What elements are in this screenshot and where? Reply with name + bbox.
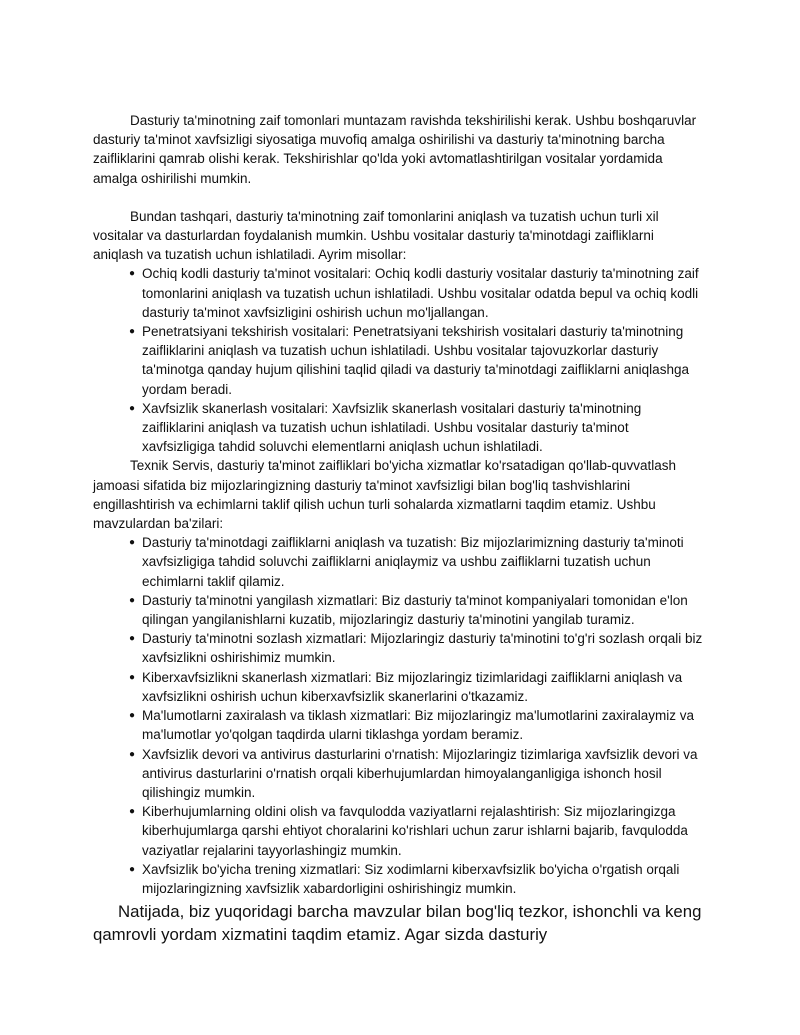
- paragraph-gap: [93, 188, 705, 207]
- list-item: ● Penetratsiyani tekshirish vositalari: Penetratsiyani tekshirish vositalari dasturiy ta'minotning zaifliklarini aniqlash va tuzatish uchun ishlatiladi. Ushbu vositalar tajovuzkorlar dasturiy ta'minotga qanday hujum qilishini taqlid qiladi va dasturiy ta'minotdagi zaifliklarni aniqlashga yordam beradi.: [142, 322, 705, 399]
- list-item: ● Xavfsizlik skanerlash vositalari: Xavfsizlik skanerlash vositalari dasturiy ta'minotning zaifliklarini aniqlash va tuzatish uchun ishlatiladi. Ushbu vositalar dasturiy ta'minot xavfsizligiga tahdid soluvchi elementlarni aniqlash uchun ishlatiladi.: [142, 399, 705, 457]
- services-list: [93, 533, 705, 898]
- paragraph-1: Dasturiy ta'minotning zaif tomonlari muntazam ravishda tekshirilishi kerak. Ushbu boshqaruvlar dasturiy ta'minot xavfsizligi siyosatiga muvofiq amalga oshirilishi va dasturiy ta'minotning barcha zaifliklarini qamrab olishi kerak. Tekshirishlar qo'lda yoki avtomatlashtirilgan vositalar yordamida amalga oshirilishi mumkin.: [93, 113, 697, 186]
- list-item: ● Dasturiy ta'minotdagi zaifliklarni aniqlash va tuzatish: Biz mijozlarimizning dasturiy ta'minoti xavfsizligiga tahdid soluvchi zaifliklarni aniqlaymiz va ushbu zaifliklarni tuzatish uchun echimlarni taklif qilamiz.: [142, 533, 705, 591]
- list-item: ● Ma'lumotlarni zaxiralash va tiklash xizmatlari: Biz mijozlaringiz ma'lumotlarini zaxiralaymiz va ma'lumotlar yo'qolgan taqdirda ularni tiklashga yordam beramiz.: [142, 706, 705, 744]
- list-item: ● Kiberhujumlarning oldini olish va favqulodda vaziyatlarni rejalashtirish: Siz mijozlaringizga kiberhujumlarga qarshi ehtiyot choralarini ko'rishlari uchun zarur ishlarni bajarib, favqulodda vaziyatlar rejalarini tayyorlashingiz mumkin.: [142, 802, 705, 860]
- list-item: ● Xavfsizlik bo'yicha trening xizmatlari: Siz xodimlarni kiberxavfsizlik bo'yicha o'rgatish orqali mijozlaringizning xavfsizlik xabardorligini oshirishingiz mumkin.: [142, 860, 705, 898]
- list-item: ● Dasturiy ta'minotni sozlash xizmatlari: Mijozlaringiz dasturiy ta'minotini to'g'ri sozlash orqali biz xavfsizlikni oshirishimiz mumkin.: [142, 629, 705, 667]
- paragraph-4: Natijada, biz yuqoridagi barcha mavzular bilan bog'liq tezkor, ishonchli va keng qamrovli yordam xizmatini taqdim etamiz. Agar sizda dasturiy: [93, 902, 702, 945]
- tools-list: [93, 264, 705, 456]
- list-item: ● Dasturiy ta'minotni yangilash xizmatlari: Biz dasturiy ta'minot kompaniyalari tomonidan e'lon qilingan yangilanishlarni kuzatib, mijozlaringiz dasturiy ta'minotini yangilab turamiz.: [142, 591, 705, 629]
- paragraph-2: Bundan tashqari, dasturiy ta'minotning zaif tomonlarini aniqlash va tuzatish uchun turli xil vositalar va dasturlardan foydalanish mumkin. Ushbu vositalar dasturiy ta'minotdagi zaifliklarni aniqlash va tuzatish uchun ishlatiladi. Ayrim misollar:: [93, 208, 659, 263]
- paragraph-3: Texnik Servis, dasturiy ta'minot zaifliklari bo'yicha xizmatlar ko'rsatadigan qo'llab-quvvatlash jamoasi sifatida biz mijozlaringizning dasturiy ta'minot xavfsizligi bilan bog'liq tashvishlarini engillashtirish va echimlarni taklif qilish uchun turli sohalarda xizmatlarni taqdim etamiz. Ushbu mavzulardan ba'zilari:: [93, 458, 677, 532]
- list-item: ● Xavfsizlik devori va antivirus dasturlarini o'rnatish: Mijozlaringiz tizimlariga xavfsizlik devori va antivirus dasturlarini o'rnatish orqali kiberhujumlardan himoyalanganligiga ishonch hosil qilishingiz mumkin.: [142, 745, 705, 803]
- document-page: [93, 111, 705, 946]
- list-item: ● Kiberxavfsizlikni skanerlash xizmatlari: Biz mijozlaringiz tizimlaridagi zaifliklarni aniqlash va xavfsizlikni oshirish uchun kiberxavfsizlik skanerlarini o'tkazamiz.: [142, 668, 705, 706]
- list-item: ● Ochiq kodli dasturiy ta'minot vositalari: Ochiq kodli dasturiy vositalar dasturiy ta'minotning zaif tomonlarini aniqlash va tuzatish uchun ishlatiladi. Ushbu vositalar odatda bepul va ochiq kodli dasturiy ta'minot xavfsizligini oshirish uchun mo'ljallangan.: [142, 264, 705, 322]
